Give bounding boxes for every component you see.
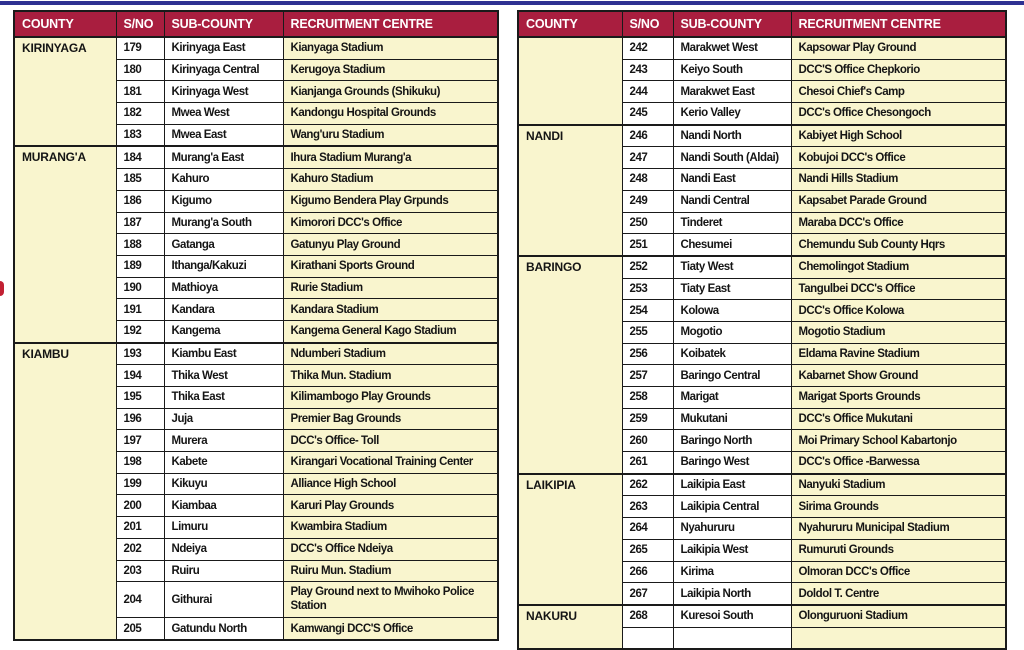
recruitment-centre-cell: Kilimambogo Play Grounds <box>283 387 498 409</box>
sub-county-cell: Kerio Valley <box>673 103 791 125</box>
sub-county-cell: Ruiru <box>164 560 283 582</box>
sub-county-cell: Kabete <box>164 452 283 474</box>
serial-number-cell: 180 <box>116 59 164 81</box>
sub-county-cell: Baringo Central <box>673 365 791 387</box>
serial-number-cell: 183 <box>116 124 164 146</box>
table-body <box>14 37 498 640</box>
recruitment-centre-cell: Alliance High School <box>283 473 498 495</box>
sub-county-cell: Mwea East <box>164 124 283 146</box>
sub-county-cell: Kandara <box>164 299 283 321</box>
serial-number-cell: 257 <box>622 365 673 387</box>
serial-number-cell: 191 <box>116 299 164 321</box>
sub-county-cell: Murang'a South <box>164 212 283 234</box>
header-row <box>518 11 1006 37</box>
table-row <box>518 125 1006 147</box>
recruitment-centre-cell: Chemolingot Stadium <box>791 256 1006 278</box>
serial-number-cell <box>622 627 673 649</box>
serial-number-cell: 188 <box>116 234 164 256</box>
recruitment-centre-cell: Kangema General Kago Stadium <box>283 320 498 342</box>
column-header-county: COUNTY <box>518 11 622 37</box>
serial-number-cell: 187 <box>116 212 164 234</box>
serial-number-cell: 244 <box>622 81 673 103</box>
serial-number-cell: 252 <box>622 256 673 278</box>
serial-number-cell: 251 <box>622 234 673 256</box>
serial-number-cell: 197 <box>116 430 164 452</box>
recruitment-centre-cell: Rumuruti Grounds <box>791 539 1006 561</box>
serial-number-cell: 185 <box>116 169 164 191</box>
recruitment-centre-cell: Kimorori DCC's Office <box>283 212 498 234</box>
recruitment-centre-cell: Gatunyu Play Ground <box>283 234 498 256</box>
column-header-sno: S/NO <box>116 11 164 37</box>
sub-county-cell: Kirima <box>673 561 791 583</box>
sub-county-cell: Nandi South (Aldai) <box>673 147 791 169</box>
sub-county-cell: Nandi North <box>673 125 791 147</box>
recruitment-centre-cell: Play Ground next to Mwihoko Police Station <box>283 582 498 618</box>
serial-number-cell: 196 <box>116 408 164 430</box>
serial-number-cell: 245 <box>622 103 673 125</box>
sub-county-cell: Ndeiya <box>164 538 283 560</box>
recruitment-centre-cell: DCC's Office -Barwessa <box>791 452 1006 474</box>
sub-county-cell: Mukutani <box>673 408 791 430</box>
sub-county-cell: Limuru <box>164 517 283 539</box>
table-row <box>518 605 1006 627</box>
serial-number-cell: 198 <box>116 452 164 474</box>
recruitment-table-left <box>13 10 499 641</box>
serial-number-cell: 190 <box>116 277 164 299</box>
serial-number-cell: 267 <box>622 583 673 605</box>
table-row <box>518 37 1006 59</box>
sub-county-cell: Nandi Central <box>673 190 791 212</box>
recruitment-centre-cell: Moi Primary School Kabartonjo <box>791 430 1006 452</box>
recruitment-centre-cell: Olonguruoni Stadium <box>791 605 1006 627</box>
recruitment-centre-cell: Kwambira Stadium <box>283 517 498 539</box>
sub-county-cell: Chesumei <box>673 234 791 256</box>
recruitment-centre-cell: Ndumberi Stadium <box>283 343 498 365</box>
serial-number-cell: 186 <box>116 190 164 212</box>
county-cell: MURANG'A <box>14 146 116 342</box>
serial-number-cell: 195 <box>116 387 164 409</box>
sub-county-cell: Githurai <box>164 582 283 618</box>
sub-county-cell: Gatanga <box>164 234 283 256</box>
county-cell: KIAMBU <box>14 343 116 640</box>
recruitment-centre-cell: DCC's Office Chesongoch <box>791 103 1006 125</box>
county-cell: NANDI <box>518 125 622 256</box>
serial-number-cell: 179 <box>116 37 164 59</box>
sub-county-cell: Kirinyaga East <box>164 37 283 59</box>
sub-county-cell: Laikipia West <box>673 539 791 561</box>
column-header-sno: S/NO <box>622 11 673 37</box>
sub-county-cell: Nyahururu <box>673 518 791 540</box>
column-header-county: COUNTY <box>14 11 116 37</box>
recruitment-centre-cell <box>791 627 1006 649</box>
county-cell: LAIKIPIA <box>518 474 622 605</box>
county-cell: NAKURU <box>518 605 622 649</box>
serial-number-cell: 181 <box>116 81 164 103</box>
recruitment-centre-cell: Tangulbei DCC's Office <box>791 278 1006 300</box>
recruitment-centre-cell: Kahuro Stadium <box>283 169 498 191</box>
recruitment-centre-cell: Karuri Play Grounds <box>283 495 498 517</box>
sub-county-cell: Mogotio <box>673 321 791 343</box>
sub-county-cell: Laikipia East <box>673 474 791 496</box>
sub-county-cell: Kolowa <box>673 300 791 322</box>
sub-county-cell: Baringo North <box>673 430 791 452</box>
sub-county-cell: Baringo West <box>673 452 791 474</box>
table-row <box>14 343 498 365</box>
recruitment-centre-cell: DCC's Office Ndeiya <box>283 538 498 560</box>
recruitment-centre-cell: Nandi Hills Stadium <box>791 169 1006 191</box>
recruitment-centre-cell: DCC'S Office Chepkorio <box>791 59 1006 81</box>
sub-county-cell: Kiambu East <box>164 343 283 365</box>
sub-county-cell: Mathioya <box>164 277 283 299</box>
table-row <box>14 37 498 59</box>
sub-county-cell: Juja <box>164 408 283 430</box>
serial-number-cell: 242 <box>622 37 673 59</box>
serial-number-cell: 199 <box>116 473 164 495</box>
serial-number-cell: 247 <box>622 147 673 169</box>
top-divider-line <box>0 1 1024 5</box>
county-cell: KIRINYAGA <box>14 37 116 146</box>
recruitment-centre-cell: Olmoran DCC's Office <box>791 561 1006 583</box>
sub-county-cell: Tinderet <box>673 212 791 234</box>
serial-number-cell: 258 <box>622 387 673 409</box>
serial-number-cell: 201 <box>116 517 164 539</box>
recruitment-centre-cell: Kabiyet High School <box>791 125 1006 147</box>
sub-county-cell: Kahuro <box>164 169 283 191</box>
recruitment-centre-cell: Thika Mun. Stadium <box>283 365 498 387</box>
sub-county-cell <box>673 627 791 649</box>
serial-number-cell: 194 <box>116 365 164 387</box>
recruitment-centre-cell: Rurie Stadium <box>283 277 498 299</box>
county-cell: BARINGO <box>518 256 622 474</box>
sub-county-cell: Kigumo <box>164 190 283 212</box>
serial-number-cell: 266 <box>622 561 673 583</box>
recruitment-centre-cell: Kianyaga Stadium <box>283 37 498 59</box>
sub-county-cell: Mwea West <box>164 103 283 125</box>
county-cell <box>518 37 622 125</box>
serial-number-cell: 192 <box>116 320 164 342</box>
sub-county-cell: Tiaty West <box>673 256 791 278</box>
sub-county-cell: Gatundu North <box>164 618 283 640</box>
sub-county-cell: Kikuyu <box>164 473 283 495</box>
sub-county-cell: Koibatek <box>673 343 791 365</box>
sub-county-cell: Marigat <box>673 387 791 409</box>
serial-number-cell: 262 <box>622 474 673 496</box>
recruitment-centre-cell: Kirathani Sports Ground <box>283 255 498 277</box>
column-header-recruitment-centre: RECRUITMENT CENTRE <box>791 11 1006 37</box>
recruitment-centre-cell: Doldol T. Centre <box>791 583 1006 605</box>
serial-number-cell: 253 <box>622 278 673 300</box>
recruitment-centre-cell: Kamwangi DCC'S Office <box>283 618 498 640</box>
recruitment-centre-cell: Nyahururu Municipal Stadium <box>791 518 1006 540</box>
serial-number-cell: 261 <box>622 452 673 474</box>
header-row <box>14 11 498 37</box>
recruitment-centre-cell: Maraba DCC's Office <box>791 212 1006 234</box>
sub-county-cell: Kirinyaga Central <box>164 59 283 81</box>
recruitment-centre-cell: Kerugoya Stadium <box>283 59 498 81</box>
recruitment-centre-cell: Kapsabet Parade Ground <box>791 190 1006 212</box>
recruitment-centre-cell: Ihura Stadium Murang'a <box>283 146 498 168</box>
serial-number-cell: 248 <box>622 169 673 191</box>
recruitment-centre-cell: Kianjanga Grounds (Shikuku) <box>283 81 498 103</box>
serial-number-cell: 246 <box>622 125 673 147</box>
recruitment-centre-cell: Ruiru Mun. Stadium <box>283 560 498 582</box>
recruitment-centre-cell: Eldama Ravine Stadium <box>791 343 1006 365</box>
table-row <box>518 474 1006 496</box>
recruitment-centre-cell: Marigat Sports Grounds <box>791 387 1006 409</box>
serial-number-cell: 268 <box>622 605 673 627</box>
sub-county-cell: Murang'a East <box>164 146 283 168</box>
sub-county-cell: Tiaty East <box>673 278 791 300</box>
sub-county-cell: Kangema <box>164 320 283 342</box>
serial-number-cell: 256 <box>622 343 673 365</box>
recruitment-centre-cell: Kigumo Bendera Play Grpunds <box>283 190 498 212</box>
serial-number-cell: 254 <box>622 300 673 322</box>
serial-number-cell: 202 <box>116 538 164 560</box>
sub-county-cell: Laikipia North <box>673 583 791 605</box>
recruitment-centre-cell: Nanyuki Stadium <box>791 474 1006 496</box>
sub-county-cell: Marakwet West <box>673 37 791 59</box>
left-table-container <box>13 10 499 635</box>
column-header-recruitment-centre: RECRUITMENT CENTRE <box>283 11 498 37</box>
table-row <box>14 146 498 168</box>
sub-county-cell: Nandi East <box>673 169 791 191</box>
serial-number-cell: 189 <box>116 255 164 277</box>
column-header-subcounty: SUB-COUNTY <box>164 11 283 37</box>
table-header <box>518 11 1006 37</box>
serial-number-cell: 255 <box>622 321 673 343</box>
sub-county-cell: Marakwet East <box>673 81 791 103</box>
serial-number-cell: 193 <box>116 343 164 365</box>
recruitment-centre-cell: Kobujoi DCC's Office <box>791 147 1006 169</box>
serial-number-cell: 249 <box>622 190 673 212</box>
serial-number-cell: 264 <box>622 518 673 540</box>
recruitment-table-right <box>517 10 1007 650</box>
recruitment-centre-cell: Sirima Grounds <box>791 496 1006 518</box>
serial-number-cell: 200 <box>116 495 164 517</box>
table-body <box>518 37 1006 649</box>
sub-county-cell: Kuresoi South <box>673 605 791 627</box>
sub-county-cell: Thika East <box>164 387 283 409</box>
table-header <box>14 11 498 37</box>
recruitment-centre-cell: Kabarnet Show Ground <box>791 365 1006 387</box>
serial-number-cell: 259 <box>622 408 673 430</box>
serial-number-cell: 184 <box>116 146 164 168</box>
serial-number-cell: 250 <box>622 212 673 234</box>
serial-number-cell: 263 <box>622 496 673 518</box>
serial-number-cell: 205 <box>116 618 164 640</box>
serial-number-cell: 204 <box>116 582 164 618</box>
recruitment-centre-cell: Wang'uru Stadium <box>283 124 498 146</box>
left-edge-red-mark <box>0 281 4 296</box>
serial-number-cell: 260 <box>622 430 673 452</box>
serial-number-cell: 243 <box>622 59 673 81</box>
serial-number-cell: 182 <box>116 103 164 125</box>
sub-county-cell: Murera <box>164 430 283 452</box>
sub-county-cell: Keiyo South <box>673 59 791 81</box>
recruitment-centre-cell: DCC's Office Mukutani <box>791 408 1006 430</box>
recruitment-centre-cell: DCC's Office Kolowa <box>791 300 1006 322</box>
recruitment-centre-cell: Chemundu Sub County Hqrs <box>791 234 1006 256</box>
recruitment-centre-cell: Kirangari Vocational Training Center <box>283 452 498 474</box>
table-row <box>518 256 1006 278</box>
recruitment-centre-cell: Kandongu Hospital Grounds <box>283 103 498 125</box>
serial-number-cell: 265 <box>622 539 673 561</box>
recruitment-centre-cell: Kandara Stadium <box>283 299 498 321</box>
sub-county-cell: Kiambaa <box>164 495 283 517</box>
sub-county-cell: Ithanga/Kakuzi <box>164 255 283 277</box>
recruitment-centre-cell: Chesoi Chief's Camp <box>791 81 1006 103</box>
recruitment-centre-cell: Premier Bag Grounds <box>283 408 498 430</box>
recruitment-centre-cell: Kapsowar Play Ground <box>791 37 1006 59</box>
column-header-subcounty: SUB-COUNTY <box>673 11 791 37</box>
sub-county-cell: Laikipia Central <box>673 496 791 518</box>
sub-county-cell: Thika West <box>164 365 283 387</box>
recruitment-centre-cell: DCC's Office- Toll <box>283 430 498 452</box>
sub-county-cell: Kirinyaga West <box>164 81 283 103</box>
serial-number-cell: 203 <box>116 560 164 582</box>
right-table-container <box>517 10 1007 628</box>
recruitment-centre-cell: Mogotio Stadium <box>791 321 1006 343</box>
